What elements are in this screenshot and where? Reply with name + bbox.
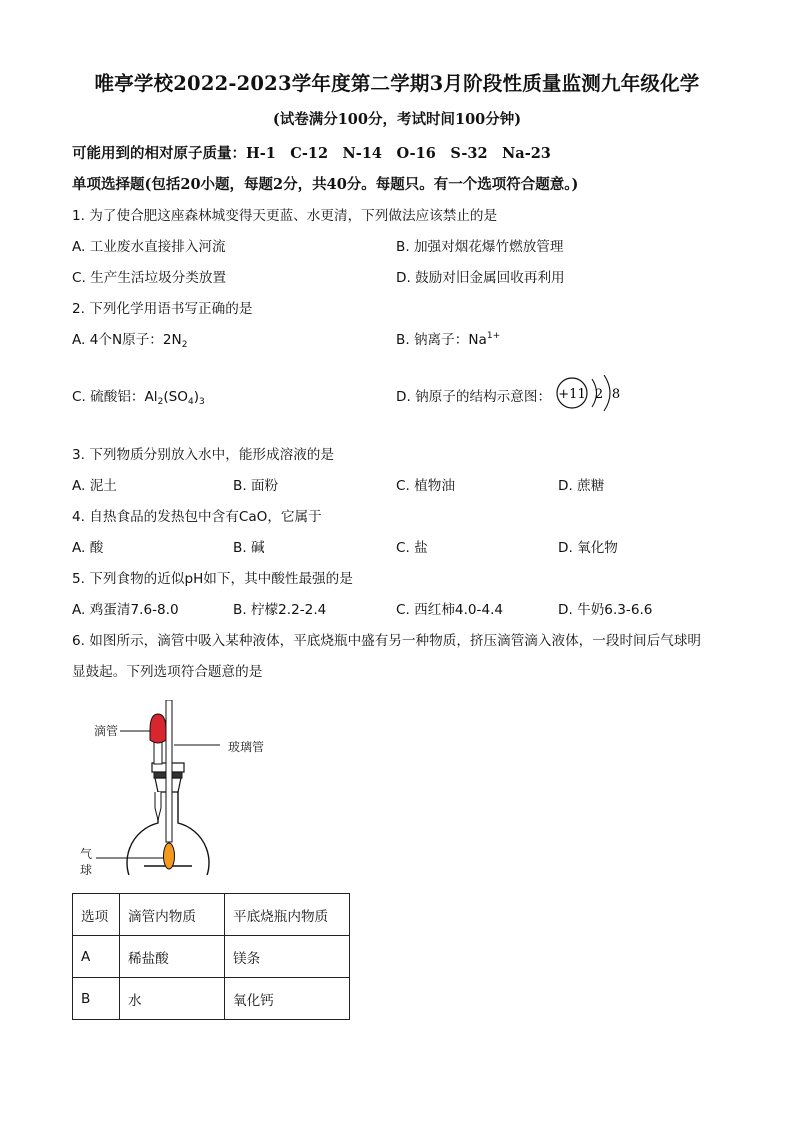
question-1-option-d[interactable]: D. 鼓励对旧金属回收再利用 — [396, 270, 565, 286]
question-4-option-d[interactable]: D. 氧化物 — [558, 540, 618, 556]
question-5-option-c[interactable]: C. 西红柿4.0-4.4 — [396, 602, 504, 618]
question-3-stem: 3. 下列物质分别放入水中，能形成溶液的是 — [72, 447, 334, 463]
question-6-stem-line-1: 6. 如图所示，滴管中吸入某种液体，平底烧瓶中盛有另一种物质，挤压滴管滴入液体，一段时间后气球明 — [72, 633, 702, 649]
page-title: 唯亭学校2022-2023学年度第二学期3月阶段性质量监测九年级化学 — [94, 72, 700, 95]
question-1-option-b[interactable]: B. 加强对烟花爆竹燃放管理 — [396, 239, 564, 255]
atomic-masses: 可能用到的相对原子质量：H-1 C-12 N-14 O-16 S-32 Na-23 — [72, 145, 551, 162]
question-4-option-a[interactable]: A. 酸 — [72, 540, 104, 556]
glass-tube-label: 玻璃管 — [228, 740, 265, 754]
formula-part: ) — [193, 389, 200, 405]
table-cell: 镁条 — [225, 936, 350, 978]
table-row[interactable] — [73, 978, 350, 1020]
question-1-option-c[interactable]: C. 生产生活垃圾分类放置 — [72, 270, 227, 286]
table-header-row — [73, 894, 350, 936]
question-2-stem: 2. 下列化学用语书写正确的是 — [72, 301, 253, 317]
table-cell: 稀盐酸 — [120, 936, 225, 978]
question-2-option-c[interactable] — [72, 385, 205, 407]
question-6-table — [72, 893, 350, 1020]
flask-apparatus-diagram — [70, 700, 300, 875]
exam-info: (试卷满分100分，考试时间100分钟) — [272, 111, 522, 128]
section-title: 单项选择题(包括20小题，每题2分，共40分。每题只。有一个选项符合题意。) — [72, 176, 579, 193]
question-2-option-d[interactable]: D. 钠原子的结构示意图： — [396, 389, 552, 405]
balloon — [164, 843, 175, 869]
table-header: 平底烧瓶内物质 — [225, 894, 350, 936]
question-6-stem-line-2: 显鼓起。下列选项符合题意的是 — [72, 664, 263, 680]
glass-tube — [166, 700, 172, 842]
dropper-bulb — [150, 714, 166, 743]
question-1-option-a[interactable]: A. 工业废水直接排入河流 — [72, 239, 226, 255]
balloon-label-2: 球 — [80, 863, 93, 875]
table-cell: 水 — [120, 978, 225, 1020]
question-5-stem: 5. 下列食物的近似pH如下，其中酸性最强的是 — [72, 571, 353, 587]
option-a-text: A. 4个N原子：2N — [72, 332, 182, 348]
question-5-option-b[interactable]: B. 柠檬2.2-2.4 — [233, 602, 327, 618]
electron-shell-2-arc — [604, 375, 610, 411]
question-3-option-c[interactable]: C. 植物油 — [396, 478, 455, 494]
formula-part: (SO — [163, 389, 188, 405]
question-4-stem: 4. 自热食品的发热包中含有CaO，它属于 — [72, 509, 322, 525]
dropper-neck — [154, 742, 162, 764]
table-header: 滴管内物质 — [120, 894, 225, 936]
question-3-option-b[interactable]: B. 面粉 — [233, 478, 279, 494]
question-5-option-a[interactable]: A. 鸡蛋清7.6-8.0 — [72, 602, 179, 618]
option-c-text: C. 硫酸铝：Al — [72, 389, 158, 405]
shell-2-electrons: 8 — [611, 387, 621, 402]
superscript: 1+ — [486, 331, 501, 341]
table-cell: A — [73, 936, 120, 978]
question-4-option-c[interactable]: C. 盐 — [396, 540, 428, 556]
question-2-option-a[interactable] — [72, 328, 187, 350]
option-b-text: B. 钠离子：Na — [396, 332, 487, 348]
question-3-option-d[interactable]: D. 蔗糖 — [558, 478, 605, 494]
table-cell: 氧化钙 — [225, 978, 350, 1020]
nucleus-charge: +11 — [558, 387, 586, 402]
subscript: 4 — [187, 397, 194, 407]
dropper-tip — [155, 792, 161, 820]
subscript: 2 — [181, 340, 188, 350]
dropper-label: 滴管 — [94, 724, 119, 738]
question-2-option-b[interactable] — [396, 328, 500, 348]
question-4-option-b[interactable]: B. 碱 — [233, 540, 265, 556]
subscript: 2 — [157, 397, 164, 407]
table-row[interactable] — [73, 936, 350, 978]
question-3-option-a[interactable]: A. 泥土 — [72, 478, 117, 494]
subscript: 3 — [199, 397, 205, 407]
question-5-option-d[interactable]: D. 牛奶6.3-6.6 — [558, 602, 653, 618]
shell-1-electrons: 2 — [594, 387, 604, 402]
table-header: 选项 — [73, 894, 120, 936]
balloon-label-1: 气 — [80, 847, 93, 861]
sodium-atom-diagram — [555, 375, 635, 415]
question-1-stem: 1. 为了使合肥这座森林城变得天更蓝、水更清，下列做法应该禁止的是 — [72, 208, 498, 224]
table-cell: B — [73, 978, 120, 1020]
